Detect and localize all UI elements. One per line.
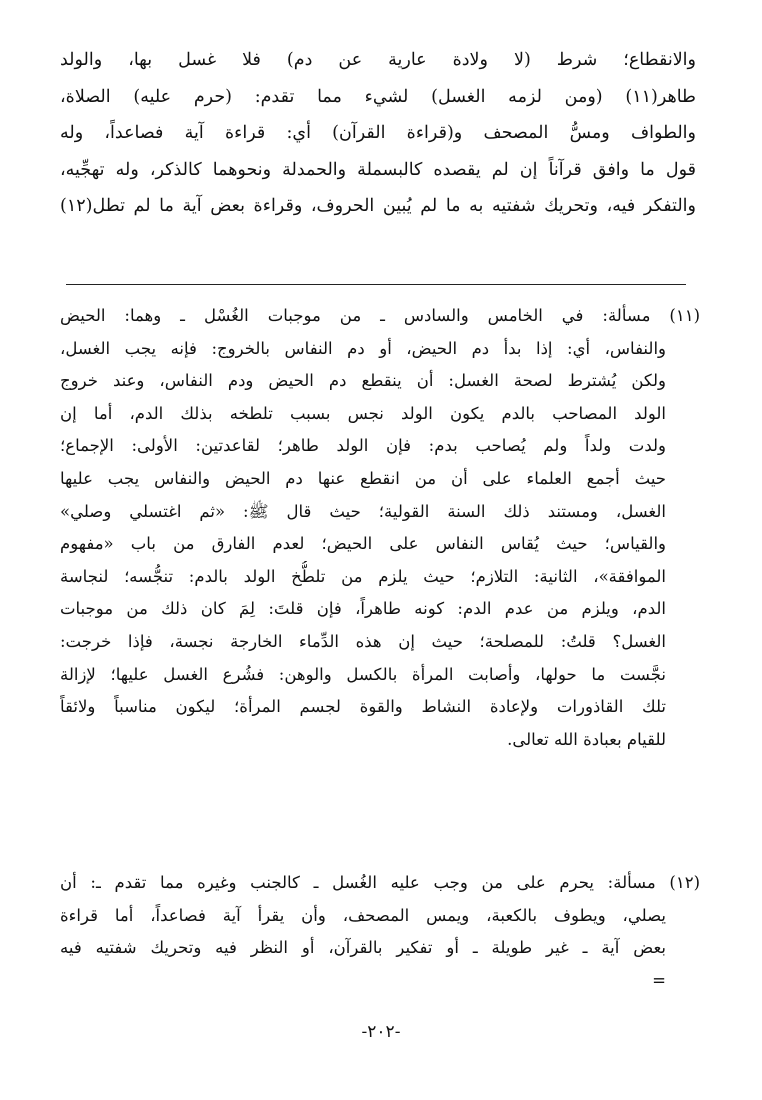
footnote-line: تلك القاذورات ولإعادة النشاط والقوة لجسم المرأة؛ ليكون مناسباً ولائقاً (60, 697, 666, 717)
footnote-line: والنفاس، أي: إذا بدأ دم الحيض، أو دم النفاس بالخروج: فإنه يجب الغسل، (60, 338, 666, 358)
footnote-line: ولدت ولداً ولم يُصاحب بدم: فإن الولد طاهر؛ لقاعدتين: الأولى: الإجماع؛ (60, 436, 666, 456)
footnote-line: ولكن يُشترط لصحة الغسل: أن ينقطع دم الحيض ودم النفاس، وعند خروج (60, 371, 666, 391)
page-number: -٢٠٢- (361, 1022, 401, 1042)
footnote-separator (66, 284, 686, 285)
footnote-line: (١١) مسألة: في الخامس والسادس ـ من موجبات الغُسْل ـ وهما: الحيض (60, 306, 700, 325)
main-line: والانقطاع؛ شرط (لا ولادة عارية عن دم) فلا غسل بها، والولد (60, 50, 696, 70)
footnote-line: للقيام بعبادة الله تعالى. (507, 729, 666, 749)
footnote-11 (60, 300, 700, 756)
footnote-line: الولد المصاحب بالدم يكون الولد نجس بسبب تلطخه بذلك الدم، أما إن (60, 403, 666, 423)
main-line: والطواف ومسُّ المصحف و(قراءة القرآن) أي: قراءة آية فصاعداً، وله (60, 123, 696, 143)
footnote-continuation-mark: = (652, 970, 666, 990)
footnote-line: نجَّست ما حولها، وأصابت المرأة بالكسل والوهن: فشُرع الغسل عليها؛ لإزالة (60, 664, 666, 684)
main-line: طاهر(١١) (ومن لزمه الغسل) لشيء مما تقدم: (حرم عليه) الصلاة، (60, 86, 696, 107)
main-line: والتفكر فيه، وتحريك شفتيه به ما لم يُبين الحروف، وقراءة بعض آية ما لم تطل(١٢) (60, 196, 696, 216)
footnote-line: والقياس؛ حيث يُقاس النفاس على الحيض؛ لعدم الفارق من باب «مفهوم (60, 534, 666, 554)
footnote-line: حيث أجمع العلماء على أن من انقطع عنها دم الحيض والنفاس يجب عليها (60, 468, 666, 488)
footnote-line: الغسل؟ قلتُ: للمصلحة؛ حيث إن هذه الدِّماء الخارجة نجسة، فإذا خرجت: (60, 631, 666, 651)
main-line: قول ما وافق قرآناً إن لم يقصده كالبسملة والحمدلة ونحوهما كالذكر، وله تهجِّيه، (60, 159, 696, 180)
footnote-line: الغسل، ومستند ذلك السنة القولية؛ حيث قال ﷺ: «ثم اغتسلي وصلي» (60, 501, 666, 521)
footnote-12 (60, 867, 700, 997)
main-text (60, 42, 696, 225)
footnote-line: يصلي، ويطوف بالكعبة، ويمس المصحف، وأن يقرأ آية فصاعداً، أما قراءة (60, 905, 666, 925)
footnote-line: الدم، ويلزم من عدم الدم: كونه طاهراً، فإن قلتَ: لِمَ كان ذلك من موجبات (60, 599, 666, 619)
footnote-line: الموافقة»، الثانية: التلازم؛ حيث يلزم من تلطُّخ الولد بالدم: تنجُّسه؛ لنجاسة (60, 566, 666, 586)
footnote-line: (١٢) مسألة: يحرم على من وجب عليه الغُسل ـ كالجنب وغيره مما تقدم ـ: أن (60, 873, 700, 892)
footnote-line: بعض آية ـ غير طويلة ـ أو تفكير بالقرآن، أو النظر فيه وتحريك شفتيه فيه (60, 938, 666, 958)
